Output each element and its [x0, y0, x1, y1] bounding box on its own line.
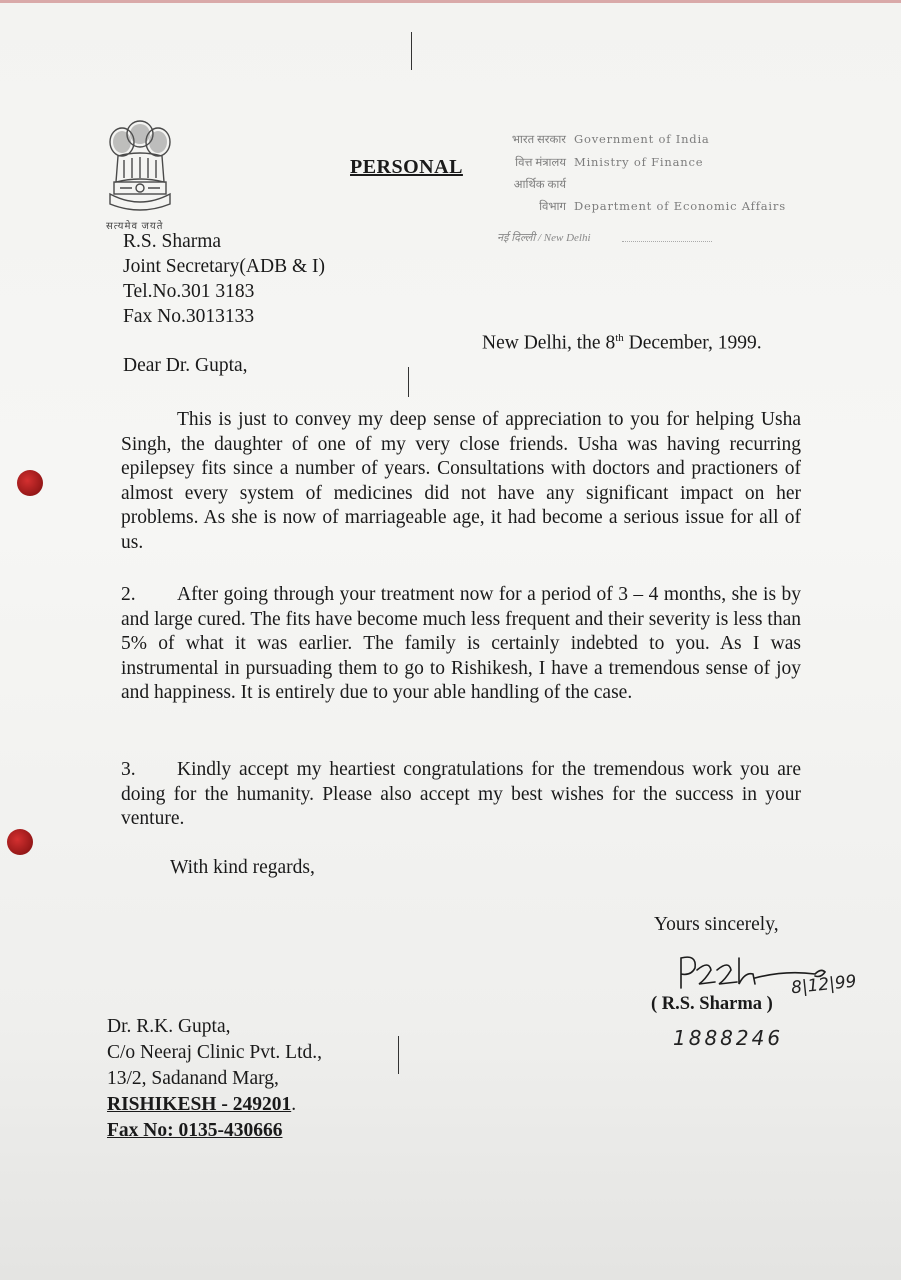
fold-mark-top [411, 32, 412, 70]
signature-date: 8|12|99 [790, 971, 858, 999]
sender-name: R.S. Sharma [123, 231, 222, 252]
sender-block [123, 229, 325, 329]
recipient-city-row [107, 1092, 322, 1118]
paragraph-1: This is just to convey my deep sense of appreciation to you for helping Usha Singh, the daughter of one of my very close friends. Usha was having recurring epilepsey fits since a number of years. Consultations with doctors and practioners of almost every system of medicines did not have any significant impact on her problems. As she is now of marriageable age, it had become a serious issue for all of us. [121, 409, 801, 553]
place-dotted-line [622, 241, 712, 242]
fold-mark-bottom [398, 1036, 399, 1074]
letterhead-english-1: Government of India [574, 132, 710, 146]
handwritten-number: 1888246 [673, 1026, 784, 1050]
closing-yours: Yours sincerely, [654, 914, 779, 935]
signer-name: ( R.S. Sharma ) [651, 994, 773, 1014]
recipient-city-end: . [291, 1094, 297, 1115]
letterhead-hindi-1: भारत सरकार [511, 134, 566, 146]
letterhead-place: नई दिल्ली / New Delhi [497, 232, 591, 244]
recipient-name: Dr. R.K. Gupta, [107, 1016, 231, 1037]
recipient-line-2: 13/2, Sadanand Marg, [107, 1068, 279, 1089]
recipient-fax: Fax No: 0135-430666 [107, 1120, 283, 1141]
recipient-city: RISHIKESH - 249201 [107, 1094, 292, 1115]
sender-tel: Tel.No.301 3183 [123, 281, 255, 302]
emblem-caption: सत्यमेव जयते [106, 221, 164, 232]
sender-designation: Joint Secretary(ADB & I) [123, 256, 325, 277]
paragraph-2-number: 2. [121, 584, 136, 605]
personal-stamp: PERSONAL [350, 156, 463, 178]
letterhead-hindi-3: आर्थिक कार्य विभाग [513, 179, 566, 213]
closing-regards: With kind regards, [170, 857, 315, 878]
date-suffix: th [615, 332, 624, 344]
recipient-line-1: C/o Neeraj Clinic Pvt. Ltd., [107, 1042, 323, 1063]
paragraph-2 [121, 583, 801, 706]
date-prefix: New Delhi, the 8 [482, 332, 616, 354]
letterhead-hindi-2: वित्त मंत्रालय [515, 157, 566, 169]
national-emblem-icon [104, 112, 176, 224]
paragraph-3 [121, 758, 801, 832]
letterhead-english-2: Ministry of Finance [574, 155, 704, 169]
paragraph-3-number: 3. [121, 759, 136, 780]
letterhead-english-3: Department of Economic Affairs [574, 199, 786, 213]
sender-fax: Fax No.3013133 [123, 306, 255, 327]
recipient-address [107, 1014, 322, 1144]
page-top-edge [0, 0, 901, 3]
paragraph-2-text: After going through your treatment now for a period of 3 – 4 months, she is by and large cured. The fits have become much less frequent and their severity is less than 5% of what it was earlier. The family is certainly indebted to you. As I was instrumental in pursuading them to go to Rishikesh, I have a tremendous sense of joy and happiness. It is entirely due to your able handling of the case. [121, 584, 801, 704]
salutation: Dear Dr. Gupta, [123, 355, 248, 376]
paragraph-3-text: Kindly accept my heartiest congratulations for the tremendous work you are doing for the humanity. Please also accept my best wishes for the success in your venture. [121, 759, 801, 830]
date-rest: December, 1999. [623, 332, 762, 354]
punch-hole-top [17, 470, 43, 496]
punch-hole-bottom [7, 829, 33, 855]
letterhead [490, 128, 786, 218]
fold-mark-middle [408, 367, 409, 397]
letter-date [482, 332, 762, 355]
